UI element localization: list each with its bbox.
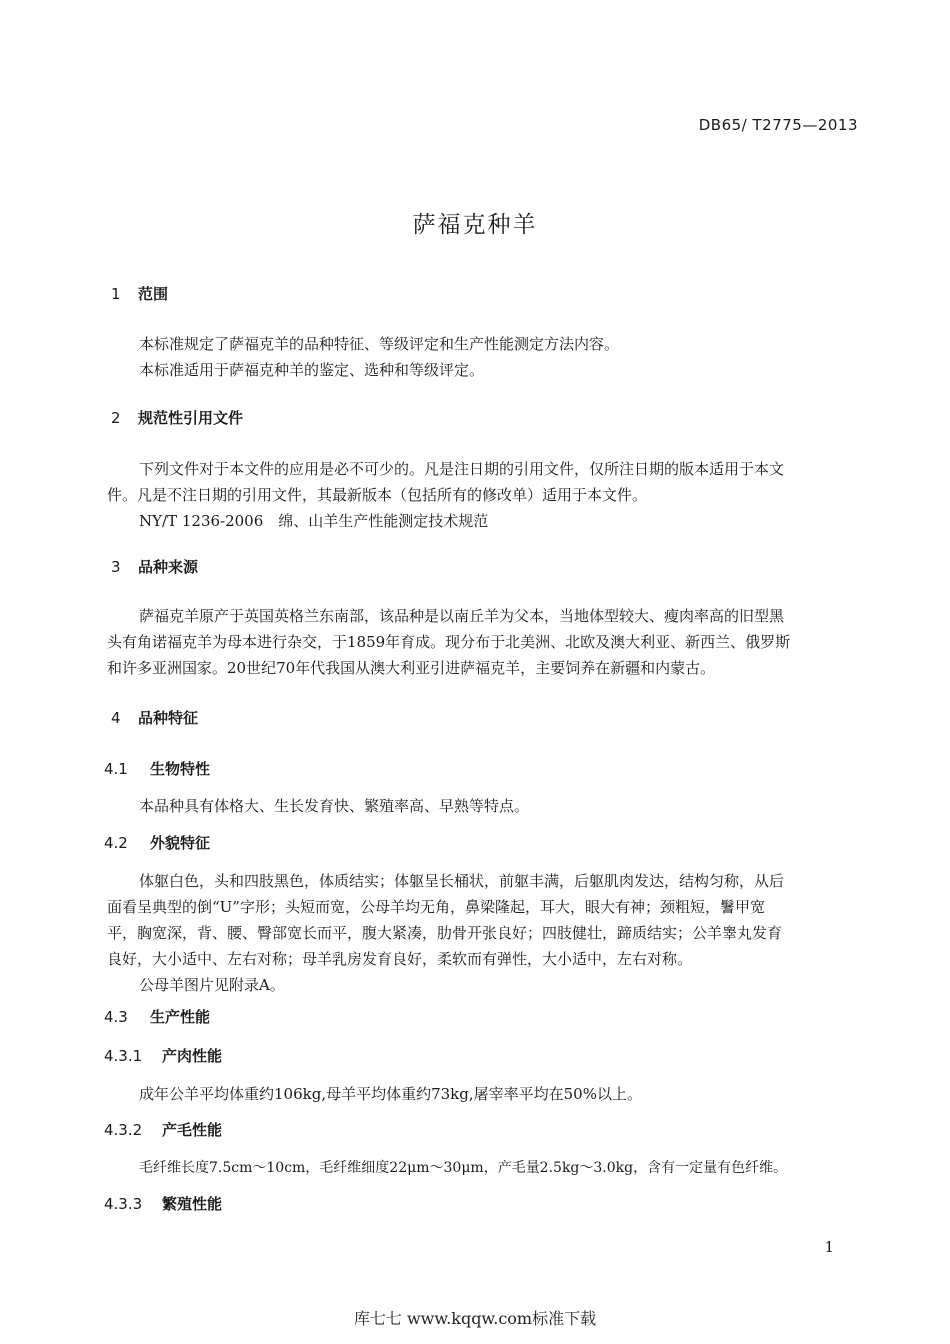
section-1-heading: [111, 283, 168, 304]
paragraph-line: 毛纤维长度7.5cm～10cm，毛纤维细度22μm～30μm，产毛量2.5kg～3.0kg，含有一定量有色纤维。: [139, 1160, 788, 1176]
page-number: 1: [824, 1238, 834, 1256]
section-number: 4.3.2: [104, 1121, 143, 1139]
section-title: 生产性能: [150, 1008, 211, 1026]
paragraph-line: 本标准适用于萨福克种羊的鉴定、选种和等级评定。: [139, 361, 485, 379]
section-number: 4.3.1: [104, 1047, 143, 1065]
paragraph-line: 本品种具有体格大、生长发育快、繁殖率高、早熟等特点。: [139, 797, 530, 815]
section-3-body: [107, 603, 857, 681]
document-title: 萨福克种羊: [412, 212, 538, 238]
footer-watermark-text: 库七七 www.kqqw.com标准下载: [353, 1309, 597, 1328]
section-title: 品种特征: [138, 709, 199, 727]
paragraph-line: 成年公羊平均体重约106kg,母羊平均体重约73kg,屠宰率平均在50%以上。: [139, 1085, 642, 1103]
section-number: 4.3: [104, 1008, 128, 1026]
section-4-heading: [111, 707, 198, 728]
section-1-body: [107, 331, 857, 383]
section-4-1-body: [107, 793, 857, 819]
section-number: 3: [111, 558, 121, 576]
section-number: 4: [111, 709, 121, 727]
section-4-3-1-body: [107, 1081, 857, 1107]
section-title: 繁殖性能: [162, 1195, 223, 1213]
paragraph-line: 体躯白色，头和四肢黑色，体质结实；体躯呈长桶状，前躯丰满，后躯肌肉发达，结构匀称，从后: [139, 872, 785, 890]
section-number: 2: [111, 409, 121, 427]
section-4-3-heading: [104, 1006, 210, 1027]
section-number: 4.3.3: [104, 1195, 143, 1213]
reference-line: NY/T 1236-2006 绵、山羊生产性能测定技术规范: [139, 512, 489, 530]
section-4-3-3-heading: [104, 1193, 222, 1214]
section-3-heading: [111, 556, 198, 577]
paragraph-line: 萨福克羊原产于英国英格兰东南部，该品种是以南丘羊为父本，当地体型较大、瘦肉率高的旧型黑: [139, 607, 785, 625]
section-title: 规范性引用文件: [138, 409, 244, 427]
section-title: 产毛性能: [162, 1121, 223, 1139]
paragraph-line: 良好，大小适中、左右对称；母羊乳房发育良好，柔软而有弹性，大小适中，左右对称。: [107, 950, 693, 968]
document-number: DB65/ T2775—2013: [698, 116, 858, 134]
section-number: 4.1: [104, 760, 128, 778]
section-number: 4.2: [104, 834, 128, 852]
section-title: 生物特性: [150, 760, 211, 778]
section-4-2-body: [107, 868, 857, 998]
section-2-heading: [111, 407, 243, 428]
section-4-2-heading: [104, 832, 210, 853]
section-4-1-heading: [104, 758, 210, 779]
section-title: 外貌特征: [150, 834, 211, 852]
paragraph-line: 头有角诺福克羊为母本进行杂交，于1859年育成。现分布于北美洲、北欧及澳大利亚、新西兰、俄罗斯: [107, 633, 791, 651]
section-4-3-1-heading: [104, 1045, 222, 1066]
section-4-3-2-heading: [104, 1119, 222, 1140]
section-number: 1: [111, 285, 121, 303]
paragraph-line: 面看呈典型的倒“U”字形；头短而宽，公母羊均无角，鼻梁隆起，耳大，眼大有神；颈粗短，鬐甲宽: [107, 898, 765, 916]
paragraph-line: 本标准规定了萨福克羊的品种特征、等级评定和生产性能测定方法内容。: [139, 335, 620, 353]
section-title: 产肉性能: [162, 1047, 223, 1065]
section-title: 品种来源: [138, 558, 199, 576]
paragraph-line: 和许多亚洲国家。20世纪70年代我国从澳大利亚引进萨福克羊，主要饲养在新疆和内蒙古。: [107, 659, 716, 677]
paragraph-line: 公母羊图片见附录A。: [139, 976, 285, 994]
paragraph-line: 平，胸宽深，背、腰、臀部宽长而平，腹大紧凑，肋骨开张良好；四肢健壮，蹄质结实；公羊睾丸发育: [107, 924, 783, 942]
section-2-body: [107, 456, 857, 534]
paragraph-line: 件。凡是不注日期的引用文件，其最新版本（包括所有的修改单）适用于本文件。: [107, 486, 648, 504]
paragraph-line: 下列文件对于本文件的应用是必不可少的。凡是注日期的引用文件，仅所注日期的版本适用于本文: [139, 460, 785, 478]
section-title: 范围: [138, 285, 169, 303]
section-4-3-2-body: [107, 1155, 857, 1181]
